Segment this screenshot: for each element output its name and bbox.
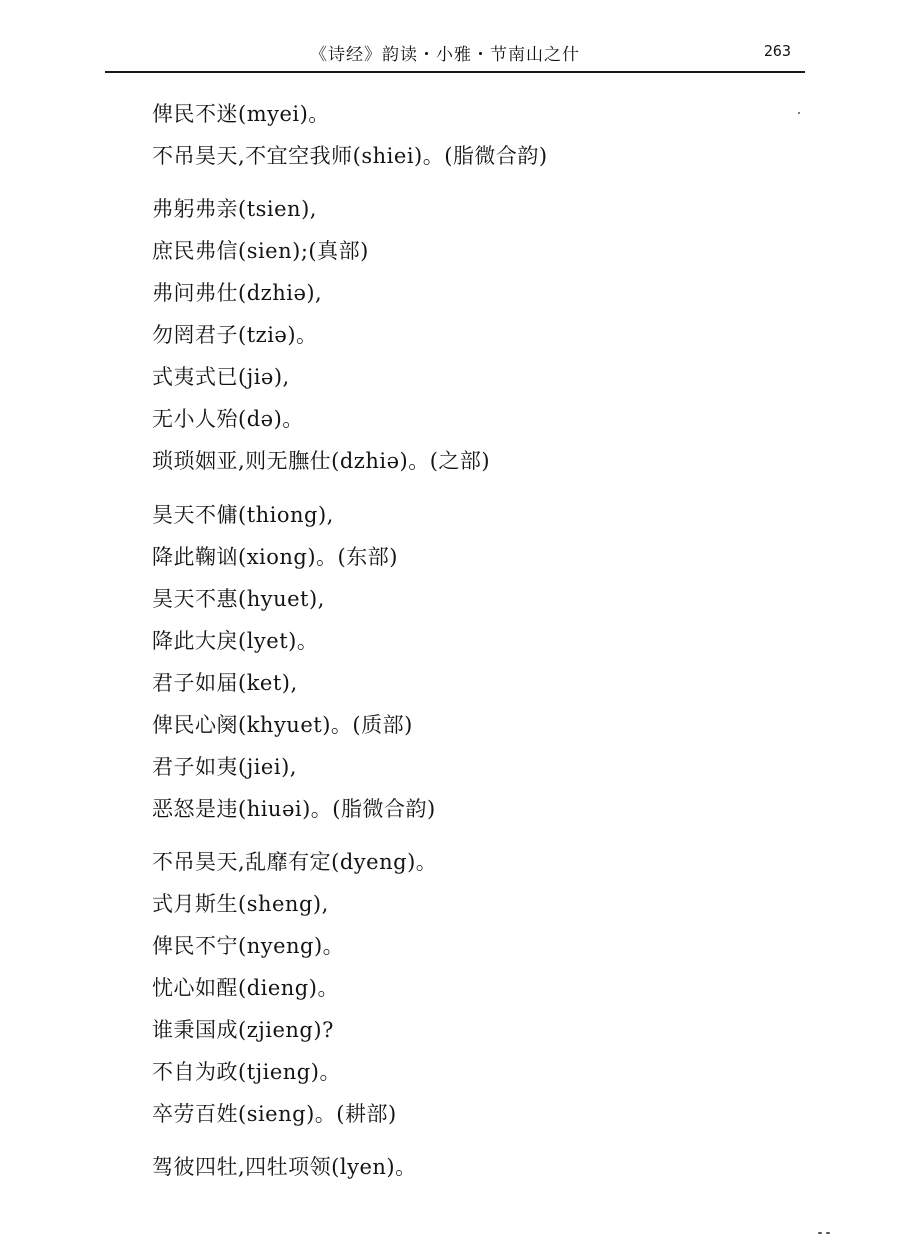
poem-line: 俾民不迷(myei)。 [152, 102, 330, 126]
poem-line: 不吊昊天,乱靡有定(dyeng)。 [152, 850, 438, 874]
scan-speck [798, 112, 800, 114]
poem-line: 式月斯生(sheng), [152, 892, 329, 916]
poem-line: 不吊昊天,不宜空我师(shiei)。(脂微合韵) [152, 144, 548, 168]
poem-line: 恶怒是违(hiuəi)。(脂微合韵) [152, 797, 436, 821]
poem-line: 弗躬弗亲(tsien), [152, 197, 317, 221]
poem-line: 昊天不惠(hyuet), [152, 587, 325, 611]
poem-line: 无小人殆(də)。 [152, 407, 304, 431]
poem-line: 庶民弗信(sien);(真部) [152, 239, 369, 263]
poem-line: 君子如夷(jiei), [152, 755, 297, 779]
header-rule [105, 71, 805, 73]
poem-line: 降此大戾(lyet)。 [152, 629, 319, 653]
poem-line: 君子如届(ket), [152, 671, 298, 695]
poem-line: 忧心如酲(dieng)。 [152, 976, 339, 1000]
poem-line: 卒劳百姓(sieng)。(耕部) [152, 1102, 397, 1126]
poem-line: 弗问弗仕(dzhiə), [152, 281, 323, 305]
poem-line: 俾民心阕(khyuet)。(质部) [152, 713, 413, 737]
poem-line: 谁秉国成(zjieng)? [152, 1018, 334, 1042]
poem-line: 降此鞠讻(xiong)。(东部) [152, 545, 398, 569]
poem-line: 俾民不宁(nyeng)。 [152, 934, 345, 958]
poem-line: 昊天不傭(thiong), [152, 503, 334, 527]
poem-line: 不自为政(tjieng)。 [152, 1060, 341, 1084]
poem-line: 勿罔君子(tziə)。 [152, 323, 318, 347]
page-number: 263 [763, 42, 791, 60]
poem-line: 驾彼四牡,四牡项领(lyen)。 [152, 1155, 417, 1179]
header-title: 《诗经》韵读・小雅・节南山之什 [310, 45, 580, 65]
scan-speck [818, 1232, 822, 1234]
poem-line: 式夷式已(jiə), [152, 365, 290, 389]
poem-line: 琐琐姻亚,则无膴仕(dzhiə)。(之部) [152, 449, 491, 473]
scan-speck [826, 1232, 830, 1234]
running-header [105, 0, 805, 73]
